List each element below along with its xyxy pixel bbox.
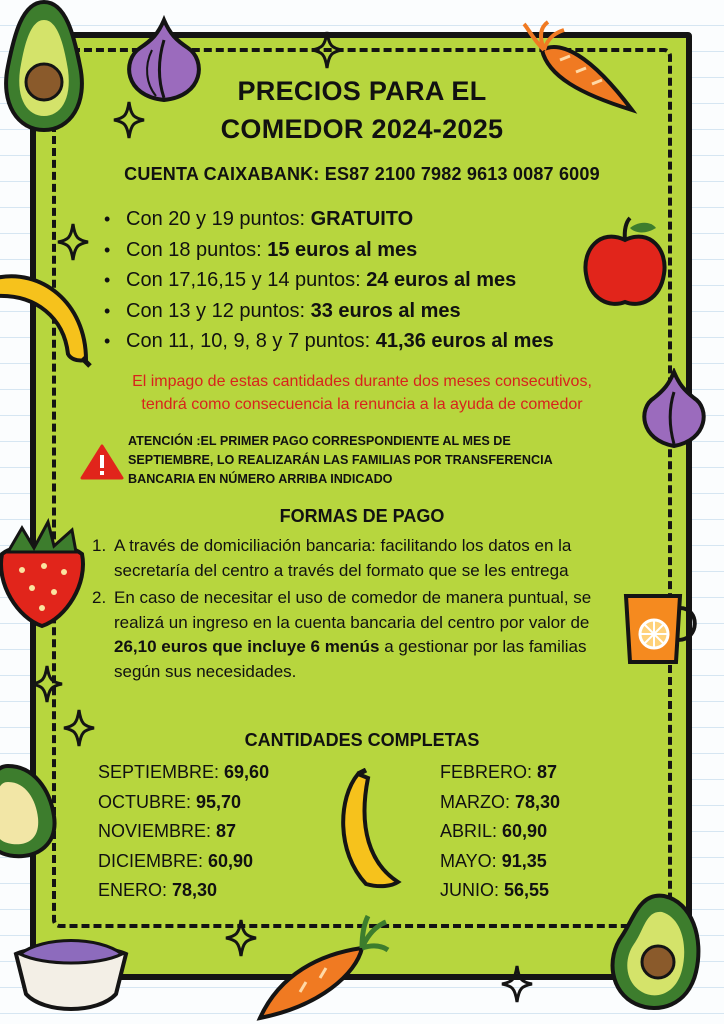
- sparkle-icon: [310, 30, 344, 70]
- bowl-icon: [8, 924, 134, 1018]
- month-row: JUNIO: 56,55: [440, 880, 550, 900]
- attention-notice: ATENCIÓN :EL PRIMER PAGO CORRESPONDIENTE AL MES DE SEPTIEMBRE, LO REALIZARÁN LAS FAMILIAS POR TRANSFERENCIA BANCARIA EN NÚMERO ARRIBA INDICADO: [128, 434, 553, 486]
- month-row: MAYO: 91,35: [440, 850, 547, 871]
- price-list: [104, 204, 644, 357]
- totals-heading: CANTIDADES COMPLETAS: [244, 730, 480, 750]
- month-row: NOVIEMBRE: 87: [98, 821, 237, 841]
- payment-method-item: 1. A través de domiciliación bancaria: facilitando los datos en la secretaría del centro a través del formato que se les entrega: [92, 536, 572, 580]
- month-row: OCTUBRE: 95,70: [98, 791, 242, 812]
- payment-heading: FORMAS DE PAGO: [279, 506, 445, 526]
- sparkle-icon: [224, 918, 258, 958]
- non-payment-warning: El impago de estas cantidades durante dos meses consecutivos, tendrá como consecuencia la renuncia a la ayuda de comedor: [132, 373, 592, 413]
- months-left-column: [98, 758, 269, 906]
- carrot-icon: [250, 914, 390, 1024]
- avocado-icon: [0, 760, 68, 860]
- banana-icon: [0, 258, 100, 368]
- warning-icon: [80, 444, 124, 480]
- sparkle-icon: [500, 964, 534, 1004]
- month-row: DICIEMBRE: 60,90: [98, 850, 254, 871]
- payment-methods-list: [92, 534, 632, 687]
- months-right-column: [440, 758, 560, 906]
- month-row: MARZO: 78,30: [440, 791, 561, 812]
- banana-icon: [318, 768, 404, 894]
- price-item: • Con 20 y 19 puntos: GRATUITO: [104, 208, 414, 230]
- price-item: • Con 11, 10, 9, 8 y 7 puntos: 41,36 euros al mes: [104, 330, 554, 352]
- avocado-icon: [600, 888, 710, 1018]
- price-item: • Con 13 y 12 puntos: 33 euros al mes: [104, 299, 461, 322]
- price-item: • Con 18 puntos: 15 euros al mes: [104, 238, 418, 261]
- month-row: FEBRERO: 87: [440, 762, 558, 782]
- page-title: PRECIOS PARA EL COMEDOR 2024-2025: [220, 76, 504, 144]
- sparkle-icon: [30, 664, 64, 704]
- sparkle-icon: [56, 222, 90, 262]
- bank-account: CUENTA CAIXABANK: ES87 2100 7982 9613 0087 6009: [124, 164, 600, 184]
- month-row: ENERO: 78,30: [98, 880, 218, 900]
- month-row: SEPTIEMBRE: 69,60: [98, 762, 270, 782]
- strawberry-icon: [0, 514, 92, 630]
- month-row: ABRIL: 60,90: [440, 821, 548, 841]
- price-item: • Con 17,16,15 y 14 puntos: 24 euros al mes: [104, 269, 517, 291]
- payment-method-item: 2. En caso de necesitar el uso de comedor de manera puntual, se realizá un ingreso en la cuenta bancaria del centro por valor de 26,10 euros que incluye 6 menús a gestionar por las familias según sus necesidades.: [92, 588, 592, 681]
